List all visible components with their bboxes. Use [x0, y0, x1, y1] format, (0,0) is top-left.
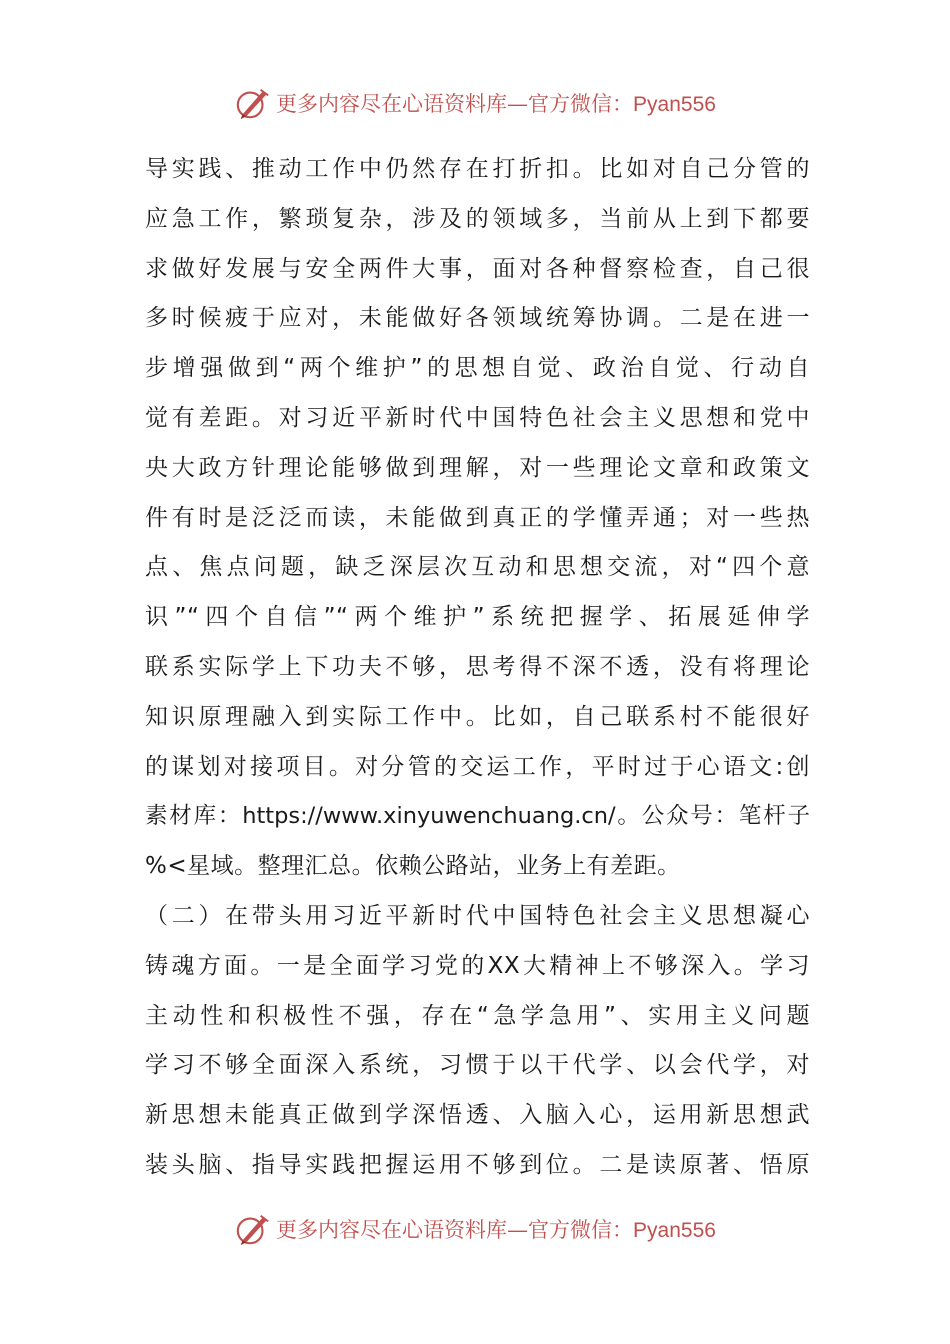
text-line: 识”“四个自信”“两个维护”系统把握学、拓展延伸学	[145, 604, 810, 631]
text-line: 铸魂方面。一是全面学习党的XX大精神上不够深入。学习	[145, 952, 810, 979]
text-line: 求做好发展与安全两件大事，面对各种督察检查，自己很	[145, 255, 810, 282]
text-line: 步增强做到“两个维护”的思想自觉、政治自觉、行动自	[145, 355, 810, 382]
footer-banner-handle: Pyan556	[633, 1219, 716, 1242]
text-line: 件有时是泛泛而读，未能做到真正的学懂弄通；对一些热	[145, 504, 810, 531]
text-line: 联系实际学上下功夫不够，思考得不深不透，没有将理论	[145, 653, 810, 680]
header-banner-text: 更多内容尽在心语资料库—官方微信：Pyan556	[276, 92, 716, 116]
footer-banner	[0, 1204, 950, 1254]
text-line: （二）在带头用习近平新时代中国特色社会主义思想凝心	[145, 902, 810, 929]
pen-logo-icon	[234, 84, 272, 122]
text-line: 多时候疲于应对，未能做好各领域统筹协调。二是在进一	[145, 305, 810, 332]
text-line: 觉有差距。对习近平新时代中国特色社会主义思想和党中	[145, 404, 810, 431]
footer-banner-text: 更多内容尽在心语资料库—官方微信：Pyan556	[276, 1218, 716, 1242]
header-banner-handle: Pyan556	[633, 93, 716, 116]
text-line: 央大政方针理论能够做到理解，对一些理论文章和政策文	[145, 454, 810, 481]
text-line: 素材库：https://www.xinyuwenchuang.cn/。公众号：笔杆子	[145, 803, 810, 830]
body-text	[145, 145, 810, 1191]
header-banner	[0, 78, 950, 128]
text-line: 应急工作，繁琐复杂，涉及的领域多，当前从上到下都要	[145, 205, 810, 232]
text-line: 点、焦点问题，缺乏深层次互动和思想交流，对“四个意	[145, 554, 810, 581]
text-line: 的谋划对接项目。对分管的交运工作，平时过于心语文:创	[145, 753, 810, 780]
text-line: 知识原理融入到实际工作中。比如，自己联系村不能很好	[145, 703, 810, 730]
text-line: %<星域。整理汇总。依赖公路站，业务上有差距。	[145, 853, 681, 880]
pen-logo-icon	[234, 1210, 272, 1248]
text-line: 导实践、推动工作中仍然存在打折扣。比如对自己分管的	[145, 156, 810, 182]
text-line: 学习不够全面深入系统，习惯于以干代学、以会代学，对	[145, 1052, 810, 1079]
text-line: 装头脑、指导实践把握运用不够到位。二是读原著、悟原	[145, 1151, 810, 1178]
text-line: 主动性和积极性不强，存在“急学急用”、实用主义问题	[145, 1002, 810, 1029]
text-line: 新思想未能真正做到学深悟透、入脑入心，运用新思想武	[145, 1102, 810, 1129]
